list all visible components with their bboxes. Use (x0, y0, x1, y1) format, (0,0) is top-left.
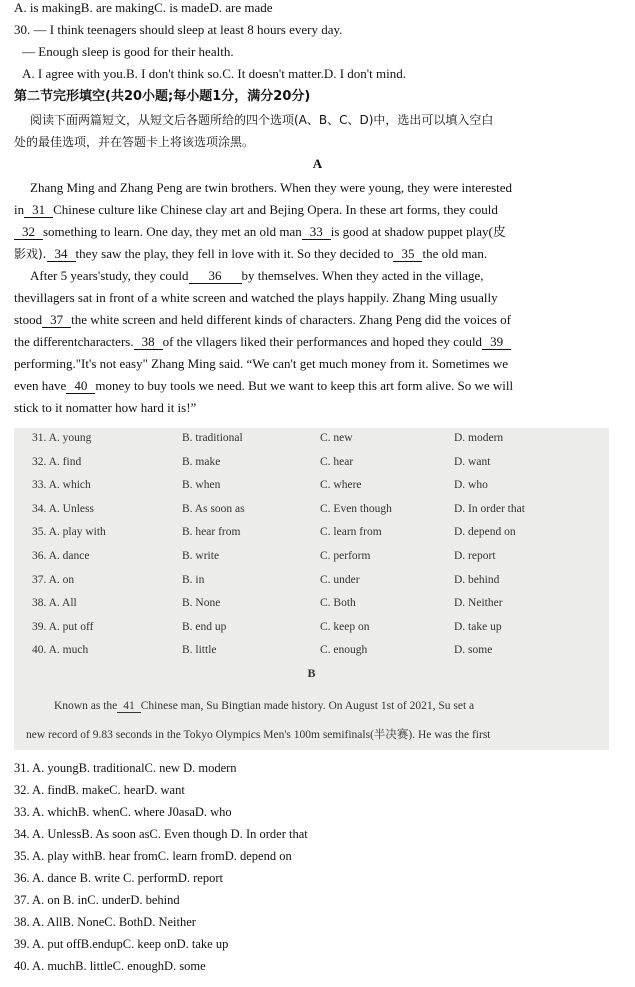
section-instructions-1: 阅读下面两篇短文，从短文后各题所给的四个选项(A、B、C、D)中，选出可以填入空白 (30, 113, 494, 127)
option-d: D. report (454, 550, 496, 562)
q30-prompt: 30. — I think teenagers should sleep at least 8 hours every day. (14, 22, 343, 37)
option-d: D. behind (454, 573, 500, 586)
passage-a-line-1: Zhang Ming and Zhang Peng are twin brothers. When they were young, they were interested (30, 180, 513, 195)
blank-35: 35 (393, 247, 422, 262)
passage-b-line-2: new record of 9.83 seconds in the Tokyo Olympics Men's 100m semifinals(半决赛). He was the first (26, 729, 491, 741)
option-b: B. None (182, 597, 221, 610)
option-b: B. make (182, 455, 221, 468)
scan-option-row (14, 597, 609, 617)
scan-option-row (14, 479, 609, 499)
option-a: 39. A. put off (32, 620, 94, 633)
option-b: B. write (182, 550, 220, 562)
option-d: D. Neither (454, 597, 503, 610)
q30-response: — Enough sleep is good for their health. (22, 44, 234, 59)
option-a: 35. A. play with (32, 526, 106, 539)
option-d: D. In order that (454, 502, 525, 515)
option-c: C. new (320, 432, 353, 444)
q29-options: A. is makingB. are makingC. is madeD. are made (14, 0, 273, 15)
answer-options-line: 40. A. muchB. littleC. enoughD. some (14, 959, 206, 973)
passage-a-line-2: in 31 Chinese culture like Chinese clay art and Bejing Opera. In these art forms, they could (14, 202, 498, 217)
option-a: 36. A. dance (32, 550, 90, 562)
passage-a-label: A (312, 156, 323, 171)
option-b: B. end up (182, 620, 227, 633)
passage-a-line-4: 影戏). 34 they saw the play, they fell in love with it. So they decided to 35 the old man. (14, 246, 488, 261)
option-b: B. when (182, 479, 221, 492)
option-a: 34. A. Unless (32, 502, 94, 515)
passage-a-line-5: After 5 years'study, they could 36 by themselves. When they acted in the village, (30, 268, 484, 283)
option-b: B. traditional (182, 432, 243, 444)
scan-option-row (14, 574, 609, 594)
passage-a-line-3: 32 something to learn. One day, they met an old man 33 is good at shadow puppet play(皮 (14, 224, 506, 240)
blank-40: 40 (66, 379, 95, 394)
blank-41: 41 (117, 700, 141, 713)
option-b: B. As soon as (182, 502, 245, 515)
scan-option-row (14, 526, 609, 546)
answer-options-line: 32. A. findB. makeC. hearD. want (14, 783, 185, 797)
option-b: B. hear from (182, 526, 241, 539)
option-d: D. some (454, 644, 493, 657)
option-c: C. learn from (320, 526, 382, 539)
option-a: 32. A. find (32, 455, 82, 468)
option-a: 40. A. much (32, 644, 89, 657)
passage-a-line-9: performing."It's not easy" Zhang Ming said. “We can't get much money from it. Sometimes we (14, 356, 509, 371)
blank-39: 39 (482, 335, 511, 350)
option-b: B. little (182, 644, 217, 657)
option-d: D. depend on (454, 526, 516, 539)
answer-options-line: 39. A. put offB.endupC. keep onD. take up (14, 937, 229, 951)
answer-options-line: 33. A. whichB. whenC. where J0asaD. who (14, 805, 232, 819)
option-c: C. where (320, 479, 362, 492)
option-c: C. Both (320, 597, 356, 610)
passage-a-line-6: thevillagers sat in front of a white screen and watched the plays happily. Zhang Ming usually (14, 290, 498, 305)
option-c: C. Even though (320, 502, 392, 515)
blank-31: 31 (24, 203, 53, 218)
q30-options: A. I agree with you.B. I don't think so.C. It doesn't matter.D. I don't mind. (22, 66, 406, 81)
option-d: D. modern (454, 432, 504, 444)
blank-33: 33 (302, 225, 331, 240)
option-d: D. want (454, 455, 491, 468)
scan-option-row (14, 432, 609, 452)
answer-options-line: 36. A. dance B. write C. performD. report (14, 871, 223, 885)
option-a: 33. A. which (32, 479, 91, 492)
blank-32: 32 (14, 225, 43, 240)
passage-a-line-8: the differentcharacters. 38 of the vllagers liked their performances and hoped they could 39 (14, 334, 511, 350)
answer-options-line: 31. A. youngB. traditionalC. new D. modern (14, 761, 237, 775)
passage-a-line-7: stood 37 the white screen and held different kinds of characters. Zhang Peng did the voices of (14, 312, 511, 327)
answer-options-line: 35. A. play withB. hear fromC. learn fromD. depend on (14, 849, 292, 863)
option-a: 38. A. All (32, 597, 77, 610)
scan-option-row (14, 503, 609, 523)
option-c: C. perform (320, 550, 371, 562)
blank-37: 37 (42, 313, 71, 328)
blank-36: 36 (189, 269, 242, 284)
answer-options-line: 34. A. UnlessB. As soon asC. Even though D. In order that (14, 827, 308, 841)
passage-b-label: B (307, 666, 316, 680)
option-c: C. keep on (320, 620, 370, 633)
option-a: 31. A. young (32, 432, 92, 444)
blank-34: 34 (47, 247, 76, 262)
scan-option-row (14, 550, 609, 570)
passage-a-line-10: even have 40 money to buy tools we need. But we want to keep this art form alive. So we will (14, 378, 514, 393)
passage-b-line-1: Known as the 41 Chinese man, Su Bingtian made history. On August 1st of 2021, Su set a (54, 700, 475, 712)
scan-option-row (14, 456, 609, 476)
answer-options-line: 38. A. AllB. NoneC. BothD. Neither (14, 915, 196, 929)
scan-option-row (14, 621, 609, 641)
option-c: C. enough (320, 644, 368, 657)
section-instructions-2: 处的最佳选项，并在答题卡上将该选项涂黑。 (14, 135, 255, 149)
passage-a-line-11: stick to it nomatter how hard it is!” (14, 400, 197, 415)
option-c: C. hear (320, 455, 354, 468)
option-d: D. take up (454, 620, 502, 633)
option-c: C. under (320, 573, 360, 586)
scanned-options-image (14, 428, 609, 750)
scan-option-row (14, 644, 609, 664)
blank-38: 38 (134, 335, 163, 350)
section-heading: 第二节完形填空(共20小题;每小题1分，满分20分) (14, 89, 311, 104)
option-a: 37. A. on (32, 573, 75, 586)
option-d: D. who (454, 479, 488, 492)
option-b: B. in (182, 573, 205, 586)
answer-options-line: 37. A. on B. inC. underD. behind (14, 893, 180, 907)
